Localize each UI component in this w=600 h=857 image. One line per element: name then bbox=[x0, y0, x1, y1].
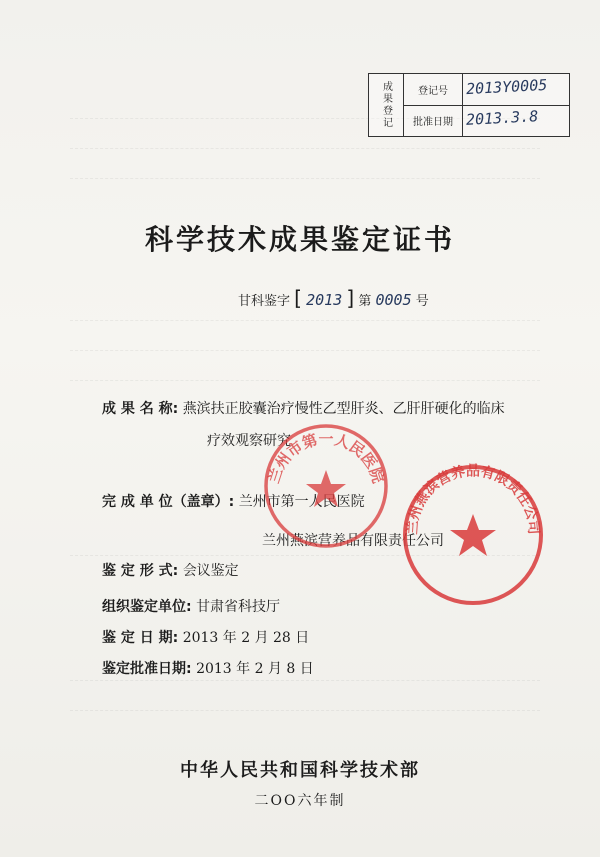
svg-text:兰州燕滨营养品有限责任公司: 兰州燕滨营养品有限责任公司 bbox=[404, 463, 542, 536]
bleed-line bbox=[70, 710, 540, 730]
approval-date-value: 2013.3.8 bbox=[465, 107, 539, 129]
svg-text:兰州市第一人民医院: 兰州市第一人民医院 bbox=[264, 430, 388, 486]
page-title: 科学技术成果鉴定证书 bbox=[144, 223, 455, 256]
cert-prefix: 甘科鉴字 bbox=[238, 294, 291, 309]
issuer: 中华人民共和国科学技术部 bbox=[180, 760, 420, 781]
bleed-line bbox=[70, 320, 540, 340]
bleed-line bbox=[70, 680, 540, 700]
bleed-line bbox=[70, 148, 540, 168]
org-row bbox=[102, 596, 280, 616]
date-value: 2013 年 2 月 28 日 bbox=[182, 630, 310, 646]
unit-label: 完 成 单 位（盖章）: bbox=[102, 494, 235, 510]
date-label: 鉴 定 日 期: bbox=[102, 630, 179, 646]
org-label: 组织鉴定单位: bbox=[102, 599, 192, 615]
achievement-name-value: 燕滨扶正胶囊治疗慢性乙型肝炎、乙肝肝硬化的临床 bbox=[182, 401, 505, 417]
hospital-seal-stamp bbox=[258, 418, 394, 554]
org-value: 甘肃省科技厅 bbox=[196, 599, 281, 615]
achievement-name-label: 成 果 名 称: bbox=[102, 401, 179, 417]
bleed-line bbox=[70, 350, 540, 370]
registration-box bbox=[368, 73, 570, 137]
form-row bbox=[102, 560, 239, 580]
reg-no-value: 2013Y0005 bbox=[465, 75, 548, 99]
bracket-open: [ bbox=[294, 286, 302, 310]
form-value: 会议鉴定 bbox=[182, 563, 239, 579]
approve-date-row bbox=[102, 658, 314, 678]
bleed-line bbox=[70, 178, 540, 198]
cert-year: 2013 bbox=[306, 291, 343, 309]
cert-suffix: 号 bbox=[415, 294, 429, 309]
reg-no-label: 登记号 bbox=[404, 74, 463, 105]
section-label-text: 成果登记 bbox=[380, 81, 392, 129]
company-seal-stamp bbox=[398, 460, 548, 610]
cert-no: 0005 bbox=[375, 291, 412, 309]
approve-date-label: 鉴定批准日期: bbox=[102, 661, 192, 677]
date-row bbox=[102, 627, 309, 647]
bleed-line bbox=[70, 380, 540, 400]
unit-2-value: 兰州燕滨营养品有限责任公司 bbox=[262, 533, 444, 549]
achievement-name-row bbox=[102, 398, 505, 418]
reg-no-row bbox=[404, 74, 569, 106]
approve-date-value: 2013 年 2 月 8 日 bbox=[196, 661, 314, 677]
cert-mid: 第 bbox=[358, 294, 372, 309]
form-label: 鉴 定 形 式: bbox=[102, 563, 179, 579]
made-year: 二OO六年制 bbox=[254, 793, 346, 809]
cert-number bbox=[238, 286, 429, 310]
bracket-close: ] bbox=[346, 286, 355, 310]
approval-date-label: 批准日期 bbox=[404, 105, 463, 136]
approval-date-row bbox=[404, 105, 569, 136]
unit-1-value: 兰州市第一人民医院 bbox=[238, 494, 365, 510]
registration-section-label bbox=[369, 74, 404, 136]
achievement-name-value-2: 疗效观察研究 bbox=[207, 433, 291, 449]
